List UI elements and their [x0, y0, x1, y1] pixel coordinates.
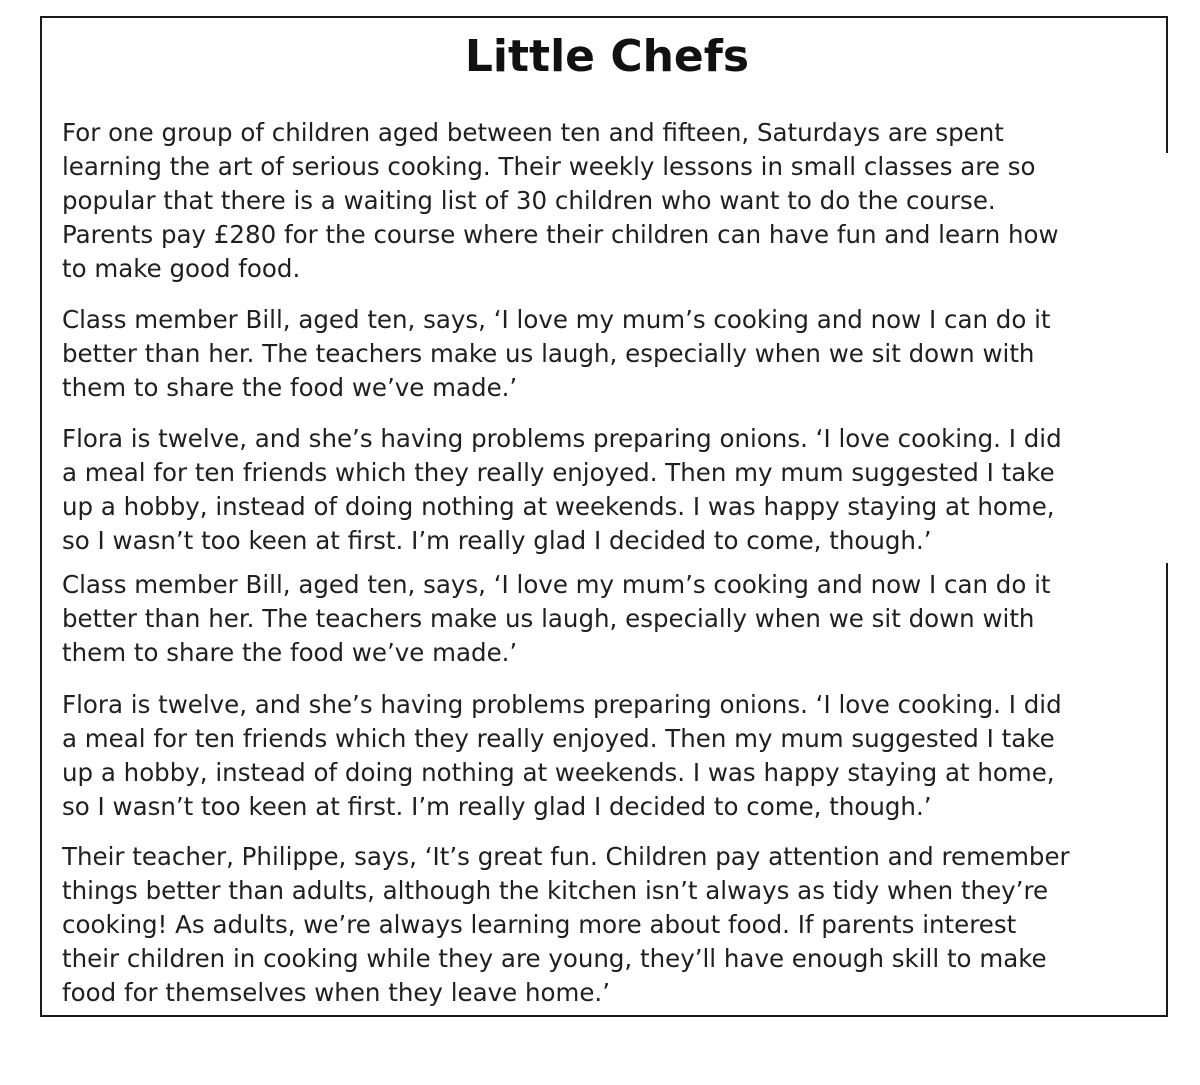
paragraph-teacher-quote: Their teacher, Philippe, says, ‘It’s great fun. Children pay attention and remember things better than adults, although the kitchen isn’t always as tidy when they’re cooking! As adults, we’re always learning more about food. If parents interest their children in cooking while they are young, they’ll have enough skill to make food for themselves when they leave home.’	[62, 842, 1070, 1007]
paragraph-flora-quote-repeat: Flora is twelve, and she’s having problems preparing onions. ‘I love cooking. I did a meal for ten friends which they really enjoyed. Then my mum suggested I take up a hobby, instead of doing nothing at weekends. I was happy staying at home, so I wasn’t too keen at first. I’m really glad I decided to come, though.’	[62, 690, 1062, 821]
paragraph-intro: For one group of children aged between ten and fifteen, Saturdays are spent learning the art of serious cooking. Their weekly lessons in small classes are so popular that there is a waiting list of 30 children who want to do the course. Parents pay £280 for the course where their children can have fun and learn how to make good food.	[62, 118, 1059, 283]
paragraph-bill-quote: Class member Bill, aged ten, says, ‘I love my mum’s cooking and now I can do it better than her. The teachers make us laugh, especially when we sit down with them to share the food we’ve made.’	[62, 305, 1051, 402]
paragraph-flora-quote: Flora is twelve, and she’s having problems preparing onions. ‘I love cooking. I did a meal for ten friends which they really enjoyed. Then my mum suggested I take up a hobby, instead of doing nothing at weekends. I was happy staying at home, so I wasn’t too keen at first. I’m really glad I decided to come, though.’	[62, 424, 1062, 555]
paragraph-bill-quote-repeat: Class member Bill, aged ten, says, ‘I love my mum’s cooking and now I can do it better than her. The teachers make us laugh, especially when we sit down with them to share the food we’ve made.’	[62, 570, 1051, 667]
document-title: Little Chefs	[464, 31, 750, 82]
